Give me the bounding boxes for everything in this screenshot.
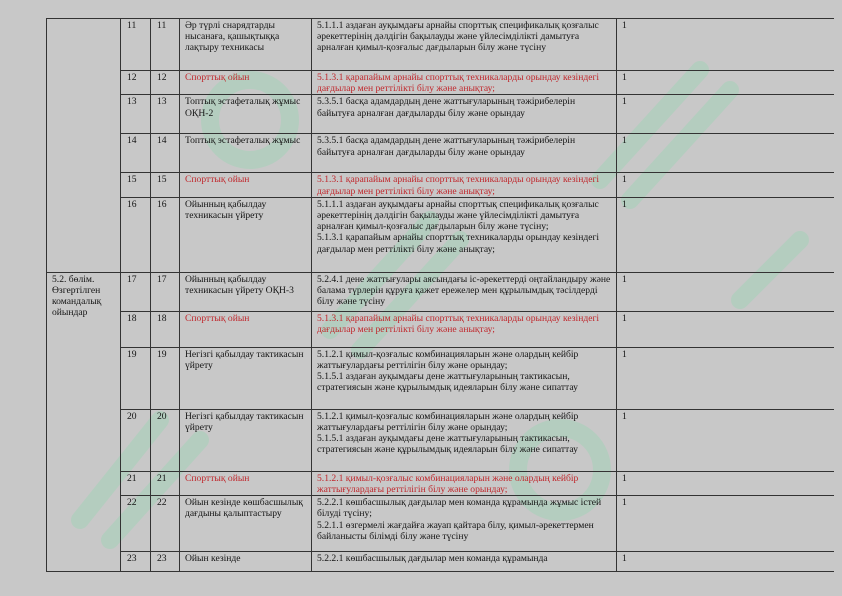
table-row [47, 552, 835, 572]
objective-text: 5.3.5.1 басқа адамдардың дене жаттығуларының тәжірибелерін байытуға арналған дағдыларды білу және орындау [317, 135, 576, 158]
table-row [47, 496, 835, 552]
lesson-number-alt: 17 [151, 272, 180, 311]
lesson-number-alt: 12 [151, 71, 180, 95]
objective-text: 5.2.2.1 көшбасшылық дағдылар мен команда құрамында [317, 553, 548, 565]
learning-objectives [312, 552, 617, 572]
objective-text: 5.1.3.1 қарапайым арнайы спорттық техникаларды орындау кезіндегі дағдылар мен реттілікті білу және анықтау; [317, 232, 600, 255]
objective-text: 5.1.2.1 қимыл-қозғалыс комбинацияларын және олардың кейбір жаттығулардағы реттілігін білу және орындау; [317, 410, 579, 434]
objective-text: 5.1.3.1 қарапайым арнайы спорттық техникаларды орындау кезіндегі дағдылар мен реттілікті білу және анықтау; [317, 72, 600, 95]
lesson-number-alt: 11 [151, 19, 180, 71]
learning-objectives [312, 311, 617, 347]
table-row [47, 95, 835, 134]
lesson-number-alt: 16 [151, 197, 180, 272]
table-row [47, 71, 835, 95]
objective-text: 5.1.1.1 аздаған ауқымдағы арнайы спорттық спецификалық қозғалыс әрекеттерінің дәлдігін бақылауды және үйлесімділікті дамытуға арналған қимыл-қозғалыс дағдыларын білу және түсіну [317, 20, 599, 54]
lesson-number: 18 [121, 311, 151, 347]
hours-count: 1 [617, 19, 835, 71]
hours-count: 1 [617, 197, 835, 272]
lesson-number: 21 [121, 471, 151, 495]
table-row [47, 197, 835, 272]
lesson-topic: Топтық эстафеталық жұмыс ОҚН-2 [180, 95, 312, 134]
hours-count: 1 [617, 71, 835, 95]
lesson-number: 20 [121, 409, 151, 471]
hours-count: 1 [617, 134, 835, 173]
lesson-topic: Спорттық ойын [180, 71, 312, 95]
learning-objectives [312, 347, 617, 409]
learning-objectives [312, 173, 617, 197]
objective-text: 5.1.2.1 қимыл-қозғалыс комбинацияларын және олардың кейбір жаттығулардағы реттілігін білу және орындау; [317, 472, 579, 496]
curriculum-table [46, 18, 834, 572]
learning-objectives [312, 409, 617, 471]
lesson-topic: Ойынның қабылдау техникасын үйрету ОҚН-3 [180, 272, 312, 311]
section-cell-empty [47, 19, 121, 273]
lesson-number: 12 [121, 71, 151, 95]
lesson-number: 22 [121, 496, 151, 552]
learning-objectives [312, 471, 617, 495]
hours-count: 1 [617, 95, 835, 134]
lesson-number-alt: 15 [151, 173, 180, 197]
learning-objectives [312, 71, 617, 95]
hours-count: 1 [617, 409, 835, 471]
lesson-number-alt: 21 [151, 471, 180, 495]
learning-objectives [312, 272, 617, 311]
lesson-number: 23 [121, 552, 151, 572]
objective-text: 5.1.5.1 аздаған ауқымдағы дене жаттығуларының тактикасын, стратегиясын және құрылымдық идеяларын білу және сипаттау [317, 371, 578, 394]
lesson-number-alt: 22 [151, 496, 180, 552]
objective-text: 5.2.4.1 дене жаттығулары аясындағы іс-әрекеттерді оңтайландыру және балама түрлерін құруға қажет ережелер мен құрылымдық тәсілдерді білу және түсіну [317, 273, 611, 308]
lesson-number: 14 [121, 134, 151, 173]
learning-objectives [312, 19, 617, 71]
lesson-topic: Ойын кезінде [180, 552, 312, 572]
hours-count: 1 [617, 311, 835, 347]
hours-count: 1 [617, 173, 835, 197]
table-row [47, 134, 835, 173]
lesson-number-alt: 18 [151, 311, 180, 347]
table-row [47, 311, 835, 347]
hours-count: 1 [617, 272, 835, 311]
lesson-topic: Спорттық ойын [180, 173, 312, 197]
learning-objectives [312, 95, 617, 134]
objective-text: 5.1.2.1 қимыл-қозғалыс комбинацияларын және олардың кейбір жаттығулардағы реттілігін білу және орындау; [317, 348, 579, 372]
objective-text: 5.2.2.1 көшбасшылық дағдылар мен команда құрамында жұмыс істей білуді түсіну; [317, 497, 602, 520]
learning-objectives [312, 496, 617, 552]
lesson-number: 15 [121, 173, 151, 197]
lesson-number: 17 [121, 272, 151, 311]
lesson-topic: Топтық эстафеталық жұмыс [180, 134, 312, 173]
lesson-number: 11 [121, 19, 151, 71]
lesson-number-alt: 20 [151, 409, 180, 471]
hours-count: 1 [617, 552, 835, 572]
hours-count: 1 [617, 471, 835, 495]
learning-objectives [312, 197, 617, 272]
hours-count: 1 [617, 496, 835, 552]
objective-text: 5.2.1.1 өзгермелі жағдайға жауап қайтара білу, қимыл-әрекеттермен байланысты білімді білу және түсіну [317, 519, 594, 542]
lesson-topic: Спорттық ойын [180, 311, 312, 347]
lesson-topic: Ойын кезінде көшбасшылық дағдыны қалыптастыру [180, 496, 312, 552]
curriculum-table-page [46, 18, 834, 596]
objective-text: 5.1.1.1 аздаған ауқымдағы арнайы спорттық спецификалық қозғалыс әрекеттерінің дәлдігін бақылауды және үйлесімділікті дамытуға арналған қимыл-қозғалыс дағдыларын білу және түсіну; [317, 198, 599, 233]
table-row [47, 19, 835, 71]
hours-count: 1 [617, 347, 835, 409]
lesson-number-alt: 19 [151, 347, 180, 409]
table-row [47, 409, 835, 471]
lesson-topic: Негізгі қабылдау тактикасын үйрету [180, 347, 312, 409]
lesson-topic: Ойынның қабылдау техникасын үйрету [180, 197, 312, 272]
lesson-number: 13 [121, 95, 151, 134]
objective-text: 5.1.3.1 қарапайым арнайы спорттық техникаларды орындау кезіндегі дағдылар мен реттілікті білу және анықтау; [317, 174, 600, 197]
table-row [47, 347, 835, 409]
lesson-number: 19 [121, 347, 151, 409]
lesson-topic: Әр түрлі снарядтарды нысанаға, қашықтыққа лақтыру техникасы [180, 19, 312, 71]
learning-objectives [312, 134, 617, 173]
table-row [47, 173, 835, 197]
lesson-number-alt: 13 [151, 95, 180, 134]
lesson-number-alt: 23 [151, 552, 180, 572]
table-row [47, 272, 835, 311]
objective-text: 5.3.5.1 басқа адамдардың дене жаттығуларының тәжірибелерін байытуға арналған дағдыларды білу және орындау [317, 96, 576, 119]
table-row [47, 471, 835, 495]
section-label: 5.2. бөлім. Өзгертілген командалық ойындар [47, 272, 121, 571]
lesson-topic: Негізгі қабылдау тактикасын үйрету [180, 409, 312, 471]
lesson-number: 16 [121, 197, 151, 272]
lesson-topic: Спорттық ойын [180, 471, 312, 495]
objective-text: 5.1.5.1 аздаған ауқымдағы дене жаттығуларының тактикасын, стратегиясын және құрылымдық идеяларын білу және сипаттау [317, 433, 578, 456]
objective-text: 5.1.3.1 қарапайым арнайы спорттық техникаларды орындау кезіндегі дағдылар мен реттілікті білу және анықтау; [317, 312, 600, 336]
lesson-number-alt: 14 [151, 134, 180, 173]
